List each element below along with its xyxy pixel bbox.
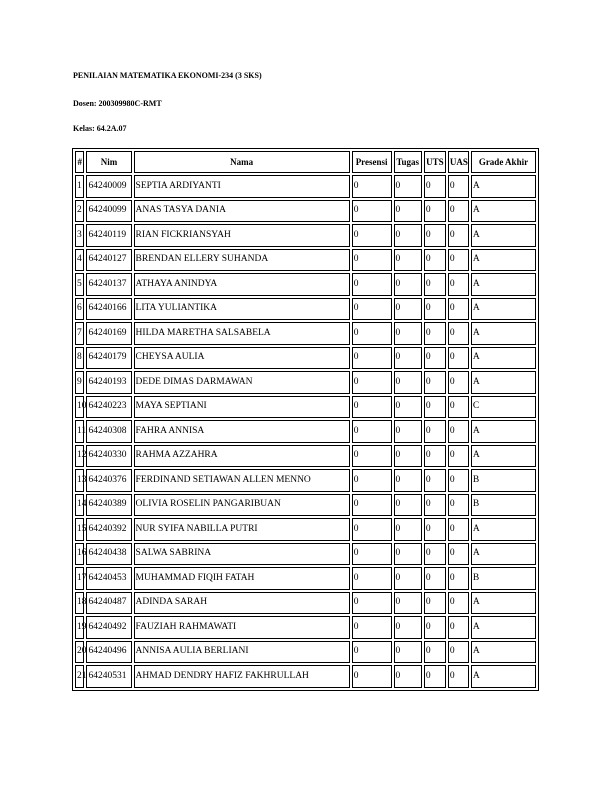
row-nim: 64240308 xyxy=(86,420,131,443)
row-uts: 0 xyxy=(424,298,446,321)
row-presensi: 0 xyxy=(352,298,392,321)
row-number: 19 xyxy=(75,616,84,639)
row-number: 18 xyxy=(75,592,84,615)
table-row xyxy=(75,665,536,688)
row-tugas: 0 xyxy=(394,494,422,517)
row-nama: ADINDA SARAH xyxy=(134,592,350,615)
row-presensi: 0 xyxy=(352,175,392,198)
row-grade: A xyxy=(471,641,536,664)
row-uas: 0 xyxy=(448,665,469,688)
row-number: 20 xyxy=(75,641,84,664)
row-nama: HILDA MARETHA SALSABELA xyxy=(134,322,350,345)
row-nim: 64240438 xyxy=(86,543,131,566)
table-header-row xyxy=(75,151,536,173)
row-tugas: 0 xyxy=(394,200,422,223)
row-grade: A xyxy=(471,445,536,468)
row-grade: A xyxy=(471,200,536,223)
row-grade: A xyxy=(471,347,536,370)
row-uts: 0 xyxy=(424,273,446,296)
table-row xyxy=(75,371,536,394)
row-uts: 0 xyxy=(424,665,446,688)
row-nama: RAHMA AZZAHRA xyxy=(134,445,350,468)
column-header-number: # xyxy=(75,151,84,173)
row-number: 9 xyxy=(75,371,84,394)
row-tugas: 0 xyxy=(394,224,422,247)
row-uas: 0 xyxy=(448,469,469,492)
row-nama: ANNISA AULIA BERLIANI xyxy=(134,641,350,664)
row-nim: 64240453 xyxy=(86,567,131,590)
row-uts: 0 xyxy=(424,322,446,345)
row-tugas: 0 xyxy=(394,420,422,443)
row-grade: B xyxy=(471,469,536,492)
row-uts: 0 xyxy=(424,494,446,517)
row-uas: 0 xyxy=(448,445,469,468)
row-tugas: 0 xyxy=(394,322,422,345)
row-tugas: 0 xyxy=(394,298,422,321)
row-tugas: 0 xyxy=(394,469,422,492)
row-presensi: 0 xyxy=(352,543,392,566)
row-uas: 0 xyxy=(448,200,469,223)
table-row xyxy=(75,641,536,664)
row-presensi: 0 xyxy=(352,518,392,541)
row-number: 5 xyxy=(75,273,84,296)
row-number: 8 xyxy=(75,347,84,370)
row-uas: 0 xyxy=(448,592,469,615)
row-uts: 0 xyxy=(424,371,446,394)
row-uts: 0 xyxy=(424,543,446,566)
table-row xyxy=(75,567,536,590)
row-tugas: 0 xyxy=(394,175,422,198)
table-row xyxy=(75,445,536,468)
row-presensi: 0 xyxy=(352,224,392,247)
row-uas: 0 xyxy=(448,175,469,198)
row-grade: A xyxy=(471,322,536,345)
row-tugas: 0 xyxy=(394,567,422,590)
row-grade: A xyxy=(471,298,536,321)
row-presensi: 0 xyxy=(352,322,392,345)
row-uts: 0 xyxy=(424,567,446,590)
row-grade: A xyxy=(471,249,536,272)
column-header-grade: Grade Akhir xyxy=(471,151,536,173)
row-tugas: 0 xyxy=(394,543,422,566)
row-tugas: 0 xyxy=(394,445,422,468)
row-nama: SEPTIA ARDIYANTI xyxy=(134,175,350,198)
row-presensi: 0 xyxy=(352,567,392,590)
row-nama: BRENDAN ELLERY SUHANDA xyxy=(134,249,350,272)
row-uts: 0 xyxy=(424,518,446,541)
row-nama: RIAN FICKRIANSYAH xyxy=(134,224,350,247)
row-grade: A xyxy=(471,665,536,688)
column-header-nim: Nim xyxy=(86,151,131,173)
row-tugas: 0 xyxy=(394,616,422,639)
row-number: 7 xyxy=(75,322,84,345)
row-uts: 0 xyxy=(424,249,446,272)
row-nim: 64240223 xyxy=(86,396,131,419)
row-uts: 0 xyxy=(424,175,446,198)
row-nim: 64240137 xyxy=(86,273,131,296)
row-grade: A xyxy=(471,518,536,541)
row-uts: 0 xyxy=(424,420,446,443)
row-nama: NUR SYIFA NABILLA PUTRI xyxy=(134,518,350,541)
row-nama: FERDINAND SETIAWAN ALLEN MENNO xyxy=(134,469,350,492)
row-tugas: 0 xyxy=(394,249,422,272)
row-nim: 64240392 xyxy=(86,518,131,541)
row-uas: 0 xyxy=(448,298,469,321)
row-nim: 64240330 xyxy=(86,445,131,468)
row-uas: 0 xyxy=(448,420,469,443)
column-header-presensi: Presensi xyxy=(352,151,392,173)
table-row xyxy=(75,224,536,247)
row-nama: OLIVIA ROSELIN PANGARIBUAN xyxy=(134,494,350,517)
table-row xyxy=(75,396,536,419)
row-nama: ANAS TASYA DANIA xyxy=(134,200,350,223)
lecturer-line: Dosen: 200309980C-RMT xyxy=(73,99,162,108)
row-nama: SALWA SABRINA xyxy=(134,543,350,566)
table-row xyxy=(75,592,536,615)
table-row xyxy=(75,273,536,296)
row-presensi: 0 xyxy=(352,347,392,370)
row-grade: A xyxy=(471,420,536,443)
row-uts: 0 xyxy=(424,641,446,664)
row-uas: 0 xyxy=(448,224,469,247)
row-nama: LITA YULIANTIKA xyxy=(134,298,350,321)
column-header-nama: Nama xyxy=(134,151,350,173)
row-presensi: 0 xyxy=(352,371,392,394)
row-nim: 64240009 xyxy=(86,175,131,198)
row-nim: 64240193 xyxy=(86,371,131,394)
row-nama: FAHRA ANNISA xyxy=(134,420,350,443)
row-uas: 0 xyxy=(448,322,469,345)
row-uts: 0 xyxy=(424,445,446,468)
row-tugas: 0 xyxy=(394,641,422,664)
row-number: 2 xyxy=(75,200,84,223)
row-presensi: 0 xyxy=(352,445,392,468)
row-grade: A xyxy=(471,543,536,566)
table-row xyxy=(75,249,536,272)
table-row xyxy=(75,298,536,321)
table-row xyxy=(75,518,536,541)
row-number: 4 xyxy=(75,249,84,272)
table-row xyxy=(75,543,536,566)
row-grade: A xyxy=(471,273,536,296)
row-uts: 0 xyxy=(424,347,446,370)
row-nim: 64240179 xyxy=(86,347,131,370)
table-row xyxy=(75,347,536,370)
row-nama: MUHAMMAD FIQIH FATAH xyxy=(134,567,350,590)
row-nim: 64240376 xyxy=(86,469,131,492)
row-grade: C xyxy=(471,396,536,419)
row-grade: A xyxy=(471,175,536,198)
row-number: 13 xyxy=(75,469,84,492)
row-tugas: 0 xyxy=(394,273,422,296)
row-uts: 0 xyxy=(424,200,446,223)
row-uas: 0 xyxy=(448,249,469,272)
row-number: 17 xyxy=(75,567,84,590)
row-nim: 64240496 xyxy=(86,641,131,664)
row-number: 21 xyxy=(75,665,84,688)
row-nim: 64240487 xyxy=(86,592,131,615)
class-line: Kelas: 64.2A.07 xyxy=(73,124,127,133)
row-presensi: 0 xyxy=(352,273,392,296)
row-uts: 0 xyxy=(424,592,446,615)
row-uas: 0 xyxy=(448,494,469,517)
row-number: 1 xyxy=(75,175,84,198)
row-presensi: 0 xyxy=(352,469,392,492)
row-number: 12 xyxy=(75,445,84,468)
row-number: 16 xyxy=(75,543,84,566)
row-tugas: 0 xyxy=(394,665,422,688)
table-row xyxy=(75,200,536,223)
row-presensi: 0 xyxy=(352,249,392,272)
row-nim: 64240127 xyxy=(86,249,131,272)
table-row xyxy=(75,322,536,345)
row-uas: 0 xyxy=(448,371,469,394)
row-number: 14 xyxy=(75,494,84,517)
row-nama: AHMAD DENDRY HAFIZ FAKHRULLAH xyxy=(134,665,350,688)
row-uts: 0 xyxy=(424,224,446,247)
row-number: 10 xyxy=(75,396,84,419)
row-uts: 0 xyxy=(424,616,446,639)
row-grade: A xyxy=(471,592,536,615)
row-presensi: 0 xyxy=(352,200,392,223)
row-presensi: 0 xyxy=(352,396,392,419)
row-grade: A xyxy=(471,616,536,639)
row-uas: 0 xyxy=(448,543,469,566)
row-uas: 0 xyxy=(448,347,469,370)
row-nim: 64240099 xyxy=(86,200,131,223)
row-number: 3 xyxy=(75,224,84,247)
row-uas: 0 xyxy=(448,641,469,664)
row-uts: 0 xyxy=(424,396,446,419)
row-number: 6 xyxy=(75,298,84,321)
table-row xyxy=(75,494,536,517)
row-grade: B xyxy=(471,494,536,517)
row-uas: 0 xyxy=(448,567,469,590)
row-uas: 0 xyxy=(448,616,469,639)
row-presensi: 0 xyxy=(352,592,392,615)
row-presensi: 0 xyxy=(352,420,392,443)
row-nama: FAUZIAH RAHMAWATI xyxy=(134,616,350,639)
row-nim: 64240119 xyxy=(86,224,131,247)
row-tugas: 0 xyxy=(394,592,422,615)
row-number: 15 xyxy=(75,518,84,541)
row-nim: 64240169 xyxy=(86,322,131,345)
table-row xyxy=(75,175,536,198)
grades-table xyxy=(72,148,539,691)
column-header-uts: UTS xyxy=(424,151,446,173)
row-tugas: 0 xyxy=(394,396,422,419)
row-presensi: 0 xyxy=(352,665,392,688)
row-nama: CHEYSA AULIA xyxy=(134,347,350,370)
row-nim: 64240166 xyxy=(86,298,131,321)
row-number: 11 xyxy=(75,420,84,443)
row-presensi: 0 xyxy=(352,641,392,664)
table-row xyxy=(75,469,536,492)
table-body xyxy=(75,175,536,688)
table-row xyxy=(75,616,536,639)
document-title: PENILAIAN MATEMATIKA EKONOMI-234 (3 SKS) xyxy=(73,71,262,80)
row-nim: 64240389 xyxy=(86,494,131,517)
row-uas: 0 xyxy=(448,273,469,296)
table-row xyxy=(75,420,536,443)
row-nama: ATHAYA ANINDYA xyxy=(134,273,350,296)
row-grade: A xyxy=(471,371,536,394)
row-tugas: 0 xyxy=(394,347,422,370)
column-header-uas: UAS xyxy=(448,151,469,173)
row-grade: A xyxy=(471,224,536,247)
row-nama: MAYA SEPTIANI xyxy=(134,396,350,419)
row-uas: 0 xyxy=(448,396,469,419)
row-grade: B xyxy=(471,567,536,590)
row-tugas: 0 xyxy=(394,518,422,541)
row-nim: 64240531 xyxy=(86,665,131,688)
row-uts: 0 xyxy=(424,469,446,492)
row-presensi: 0 xyxy=(352,616,392,639)
row-nim: 64240492 xyxy=(86,616,131,639)
row-nama: DEDE DIMAS DARMAWAN xyxy=(134,371,350,394)
row-presensi: 0 xyxy=(352,494,392,517)
column-header-tugas: Tugas xyxy=(394,151,422,173)
row-tugas: 0 xyxy=(394,371,422,394)
row-uas: 0 xyxy=(448,518,469,541)
